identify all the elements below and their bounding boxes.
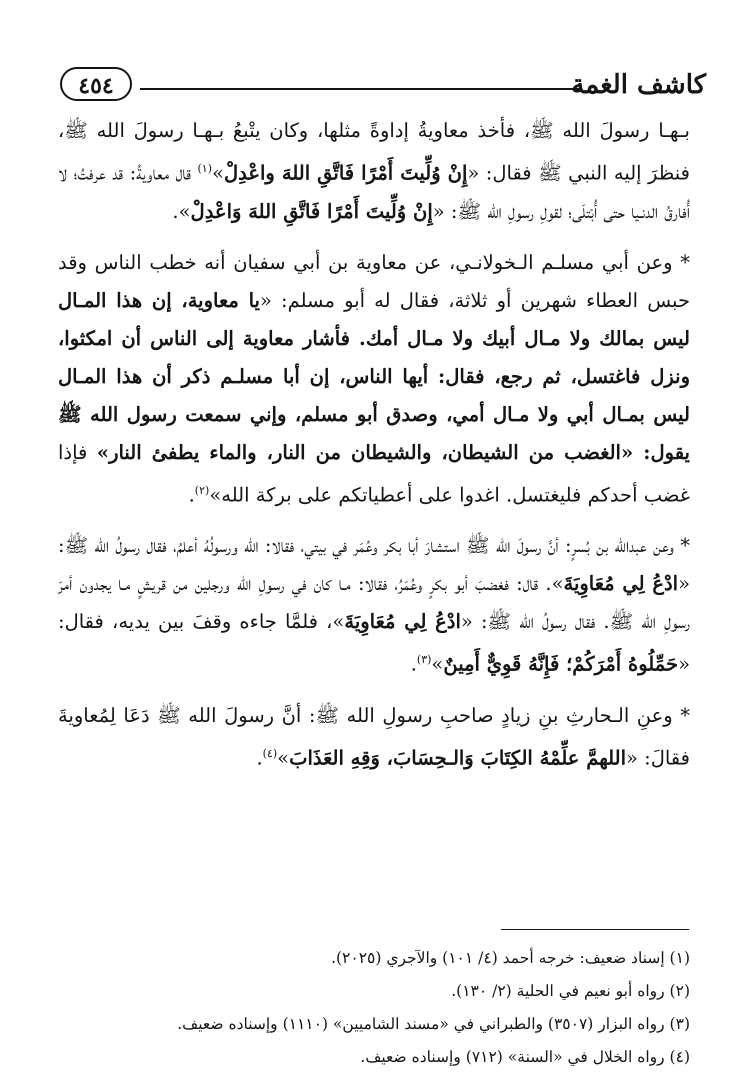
paragraph [58,112,690,231]
footnote-ref: (٢) [194,483,210,497]
header-rule [140,88,580,90]
text-run: بـهـا رسولَ الله ﷺ، فأخذ معاويةُ إداوةً مثلها، وكان يتْبعُ بـهـا رسولَ الله ﷺ، فنظرَ إليه النبي ﷺ فقال: « [58,119,690,185]
hadith-quote: ادْعُ لِي مُعَاوِيَةَ [563,572,679,595]
text-run: * وعن عبدالله بن بُسرٍ: أنَّ رسولَ الله ﷺ استشارَ أبا بكر وعُمَر في بيتي، فقالا: الله ورسولُهُ أعلمُ، فقال رسولُ الله ﷺ: « [58,534,690,595]
footnote-separator [501,929,689,930]
text-run: . [256,746,263,769]
running-header [60,66,706,106]
footnotes [58,942,690,1074]
book-title: كاشف الغمة [571,70,706,100]
text-run: ». قال: فغضبَ أبو بكرٍ وعُمَرُ، فقالا: مـا كان في رسولِ الله ورجلين من قريشٍ مـا يجدون أمرَ رسولِ الله ﷺ. فقال رسولُ الله ﷺ: « [58,572,690,633]
hadith-quote: إِنْ وُلِّيتَ أَمْرًا فَاتَّقِ اللهَ واعْدِلْ [223,161,468,185]
footnote-ref: (١) [197,162,213,175]
hadith-quote: يا معاوية، إن هذا المـال ليس بمالك ولا مـال أبيك ولا مـال أمك. فأشار معاوية إلى الناس أن امكثوا، ونزل فاغتسل، ثم رجع، فقال: أيها الناس، إن أبا مسلـم ذكر أن هذا المـال ليس بمـال أبي ولا مـال أمي، وصدق أبو مسلم، وإني سمعت رسول الله ﷺ يقول: «الغضب من الشيطان، والشيطان من النار، والماء يطفئ النار» [58,288,690,464]
text-run: ». [172,199,191,223]
footnote: (١) إسناد ضعيف: خرجه أحمد (٤/ ١٠١) والآجري (٢٠٢٥). [331,949,690,967]
footnote-ref: (٤) [262,746,278,760]
text-run: * وعنِ الـحارثِ بنِ زيادٍ صاحبِ رسولِ الله ﷺ: أنَّ رسولَ الله ﷺ دَعَا لِمُعاويةَ فقالَ: « [58,703,690,769]
footnote: (٤) رواه الخلال في «السنة» (٧١٢) وإسناده ضعيف. [360,1048,690,1066]
paragraph [58,697,690,778]
footnote: (٢) رواه أبو نعيم في الحلية (٢/ ١٣٠). [451,982,690,1000]
text-run: » [277,746,290,769]
main-text [58,112,690,790]
text-run: » [431,652,444,676]
paragraph [58,244,690,515]
paragraph [58,527,690,684]
text-run: »، فلمَّا جاءه وقفَ بين يديه، فقال: « [58,610,690,676]
hadith-quote: حَمِّلُوهُ أَمْرَكُمْ؛ فَإِنَّهُ قَوِيٌّ أَمِينٌ [443,652,679,676]
text-run: . [410,652,417,676]
page-number: ٤٥٤ [60,67,132,101]
hadith-quote: اللهمَّ علِّمْهُ الكِتَابَ وَالـحِسَابَ، وَقِهِ العَذَابَ [289,746,626,769]
text-run: قال معاويةُ: قد عرفتُ؛ لا أُفارقُ الدنـيا حتى أُبْتلَى؛ لقولِ رسولِ الله ﷺ: « [58,161,690,223]
text-run: » [212,161,224,185]
footnote-ref: (٣) [416,653,432,666]
text-run: . [188,483,195,506]
text-run: * وعن أبي مسلـم الـخولانـي، عن معاوية بن أبي سفيان أنه خطب الناس وقد حبس العطاء شهرين أو ثلاثة، فقال له أبو مسلم: « [58,250,690,312]
footnote: (٣) رواه البزار (٣٥٠٧) والطبراني في «مسند الشاميين» (١١١٠) وإسناده ضعيف. [177,1015,690,1033]
text-run: فإذا غضب أحدكم فليغتسل. اغدوا على أعطياتكم على بركة الله» [58,440,690,506]
hadith-quote: ادْعُ لِي مُعَاوِيَةَ [344,610,461,633]
hadith-quote: إِنْ وُلِّيتَ أَمْرًا فَاتَّقِ اللهَ وَاعْدِلْ [190,199,433,223]
